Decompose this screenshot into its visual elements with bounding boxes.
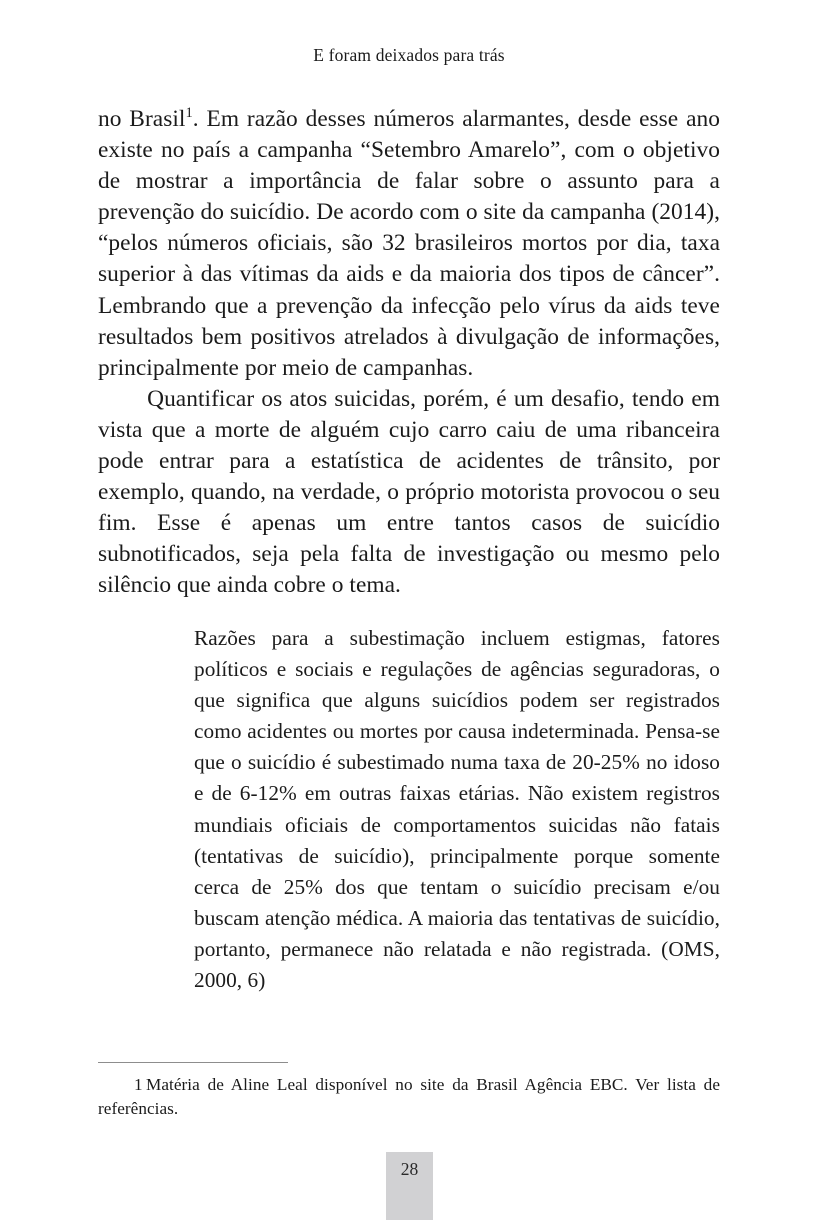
footnote-reference-1[interactable]: 1	[185, 105, 193, 122]
paragraph-continued	[98, 104, 720, 384]
footnote-text: Matéria de Aline Leal disponível no site da Brasil Agência EBC. Ver lista de referências.	[98, 1075, 720, 1118]
paragraph-lead-text: no Brasil	[98, 106, 186, 132]
paragraph-rest-text: . Em razão desses números alarmantes, desde esse ano existe no país a campanha “Setembro Amarelo”, com o objetivo de mostrar a importância de falar sobre o assunto para a prevenção do suicídio. De acordo com o site da campanha (2014), “pelos números oficiais, são 32 brasileiros mortos por dia, taxa superior à das vítimas da aids e da maioria dos tipos de câncer”. Lembrando que a prevenção da infecção pelo vírus da aids teve resultados bem positivos atrelados à divulgação de informações, principalmente por meio de campanhas.	[98, 106, 720, 381]
footnote-separator-rule	[98, 1062, 288, 1063]
page-number: 28	[400, 1159, 419, 1179]
footnote-area	[98, 1062, 720, 1121]
block-quotation	[194, 623, 720, 996]
main-text-block	[98, 104, 720, 602]
footnote-number: 1	[134, 1075, 143, 1094]
footnote-item-1	[98, 1073, 720, 1121]
block-quotation-text: Razões para a subestimação incluem estigmas, fatores políticos e sociais e regulações de agências seguradoras, o que significa que alguns suicídios podem ser registrados como acidentes ou mortes por causa indeterminada. Pensa-se que o suicídio é subestimado numa taxa de 20-25% no idoso e de 6-12% em outras faixas etárias. Não existem registros mundiais oficiais de comportamentos suicidas não fatais (tentativas de suicídio), principalmente porque somente cerca de 25% dos que tentam o suicídio precisam e/ou buscam atenção médica. A maioria das tentativas de suicídio, portanto, permanece não relatada e não registrada. (OMS, 2000, 6)	[194, 626, 720, 993]
page-number-tab	[386, 1152, 433, 1220]
running-head: E foram deixados para trás	[313, 45, 505, 65]
paragraph-quantificar: Quantificar os atos suicidas, porém, é um desafio, tendo em vista que a morte de alguém cujo carro caiu de uma ribanceira pode entrar para a estatística de acidentes de trânsito, por exemplo, quando, na verdade, o próprio motorista provocou o seu fim. Esse é apenas um entre tantos casos de suicídio subnotificados, seja pela falta de investigação ou mesmo pelo silêncio que ainda cobre o tema.	[98, 385, 720, 599]
